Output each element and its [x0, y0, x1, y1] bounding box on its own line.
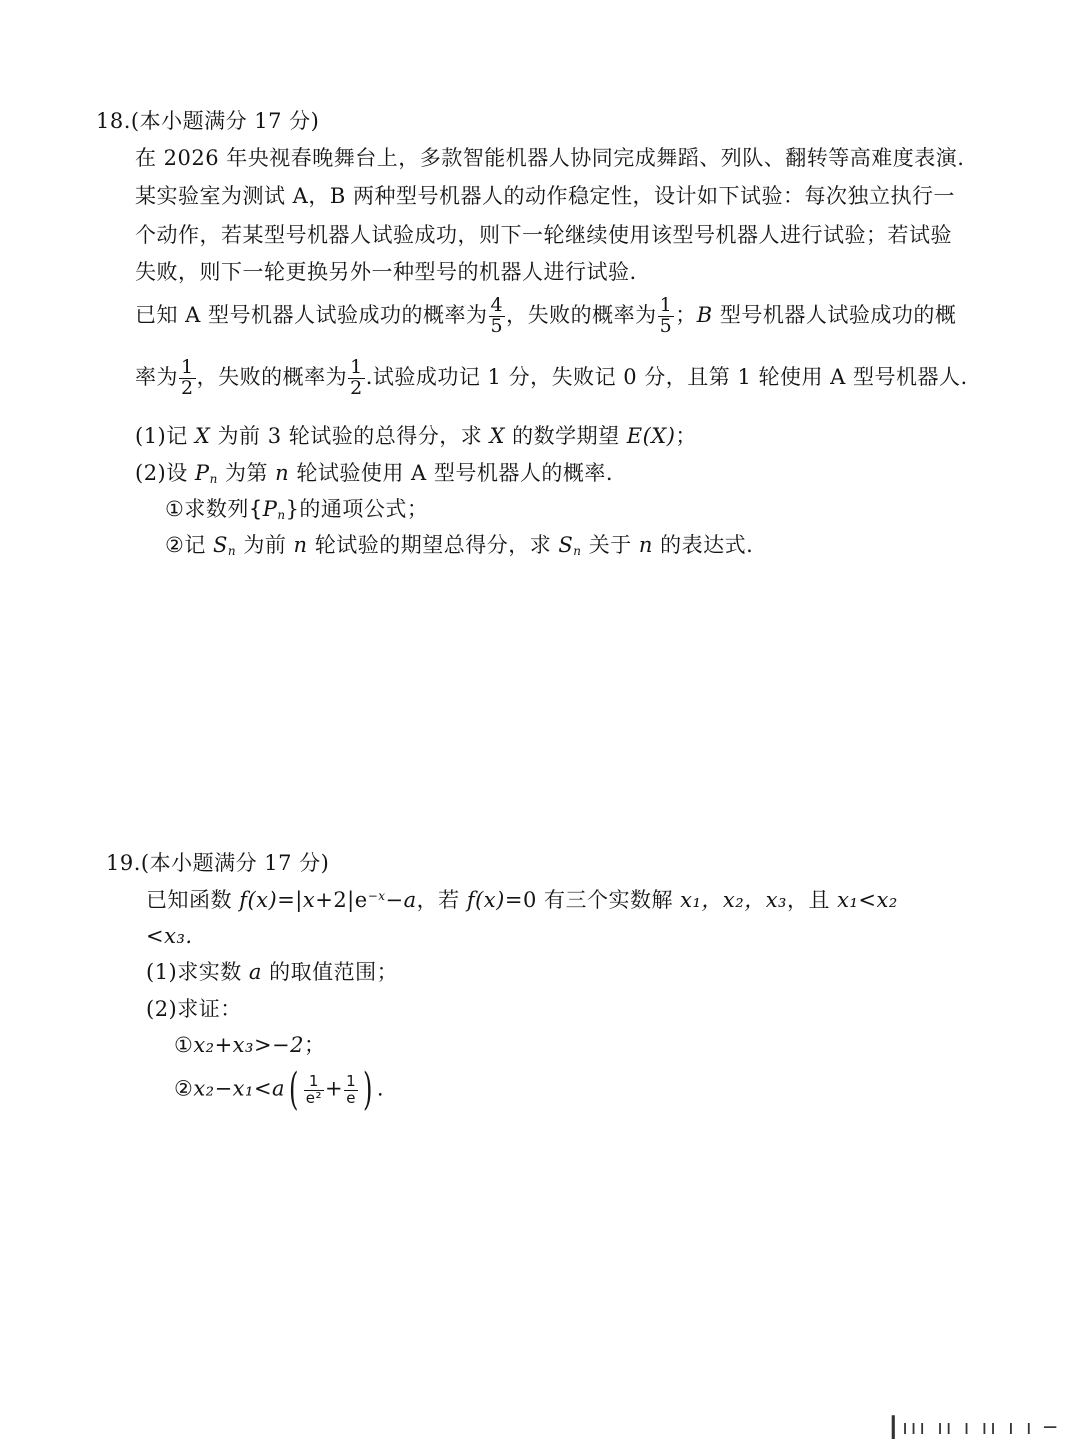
variable-P: P — [262, 497, 278, 521]
text: ，失败的概率为 — [196, 364, 348, 389]
variable-n: n — [293, 533, 308, 557]
text: ①求数列{ — [165, 497, 263, 521]
text: }的通项公式； — [285, 497, 429, 521]
numerator: 1 — [181, 356, 194, 378]
text: =| — [277, 888, 303, 912]
q19-paragraph-line-1 — [146, 890, 898, 911]
expression: x₂−x₁<a — [193, 1076, 286, 1101]
subscript-n: n — [573, 544, 582, 558]
variable-n: n — [638, 533, 653, 557]
variable-a: a — [403, 888, 417, 912]
q18-header: 18.(本小题满分 17 分) — [96, 109, 320, 133]
subscript-n: n — [277, 508, 286, 522]
variable-S: S — [558, 533, 574, 557]
q18-paragraph-line-2: 某实验室为测试 A，B 两种型号机器人的动作稳定性，设计如下试验：每次独立执行一 — [135, 184, 955, 208]
function-f: f(x) — [466, 888, 505, 912]
text: 的数学期望 — [504, 424, 627, 448]
q18-paragraph-line-3: 个动作，若某型号机器人试验成功，则下一轮继续使用该型号机器人进行试验；若试验 — [135, 223, 952, 247]
numerator: 1 — [346, 1071, 357, 1090]
text: 已知 A 型号机器人试验成功的概率为 — [135, 302, 488, 327]
text: 型号机器人试验成功的概 — [712, 302, 957, 327]
subscript-n: n — [209, 472, 218, 486]
q18-subquestion-2-part-1 — [165, 499, 428, 521]
variable-P: P — [194, 461, 210, 485]
right-paren: ) — [363, 1064, 373, 1115]
text: ，若 — [416, 888, 467, 912]
q19-subquestion-2-part-2 — [174, 1064, 385, 1115]
text: ① — [174, 1033, 194, 1057]
text: 关于 — [581, 533, 639, 557]
text: (1)求实数 — [146, 960, 249, 984]
q18-subquestion-2-part-2 — [165, 535, 753, 557]
text: 为前 3 轮试验的总得分，求 — [210, 424, 490, 448]
text: − — [385, 888, 404, 912]
q19-paragraph-line-2: <x₃. — [146, 924, 193, 948]
plus-sign: + — [325, 1076, 344, 1101]
denominator: 2 — [350, 376, 363, 399]
fraction-four-fifths — [489, 296, 506, 337]
denominator: e — [346, 1088, 356, 1107]
text: 已知函数 — [146, 888, 240, 912]
text: . — [376, 1076, 385, 1101]
function-f: f(x) — [239, 888, 278, 912]
text: ②记 — [165, 533, 214, 557]
variable-n: n — [275, 461, 290, 485]
text: .试验成功记 1 分，失败记 0 分，且第 1 轮使用 A 型号机器人. — [365, 364, 968, 389]
text: =0 有三个实数解 — [504, 888, 681, 912]
variable-B: B — [696, 302, 713, 327]
q18-probability-line-2 — [135, 358, 968, 399]
variable-S: S — [213, 533, 228, 557]
denominator: 5 — [659, 314, 673, 337]
text: ； — [304, 1033, 326, 1057]
subscript-n: n — [227, 544, 237, 558]
numerator: 4 — [490, 294, 504, 316]
fraction-one-over-e — [344, 1071, 358, 1107]
text: 轮试验使用 A 型号机器人的概率. — [289, 461, 614, 485]
text: 为第 — [217, 461, 276, 485]
exponent: −x — [367, 889, 386, 903]
fraction-one-half — [179, 358, 196, 399]
text: (1)记 — [135, 424, 195, 448]
expression: x₂+x₃>−2 — [193, 1033, 304, 1057]
q19-header: 19.(本小题满分 17 分) — [106, 851, 330, 875]
q19-subquestion-2-part-1 — [174, 1035, 326, 1056]
fraction-one-half — [348, 358, 365, 399]
left-paren: ( — [289, 1064, 299, 1115]
denominator: e² — [305, 1088, 322, 1107]
corner-watermark: ┃ııı ıı ı ıı ı ı ─ — [887, 1415, 1059, 1439]
q18-subquestion-1 — [135, 426, 697, 447]
q19-subquestion-1 — [146, 962, 398, 983]
denominator: 2 — [181, 376, 194, 399]
q19-subquestion-2: (2)求证： — [146, 997, 242, 1021]
text: ，失败的概率为 — [506, 302, 657, 327]
variable-a: a — [248, 960, 262, 984]
text: ，且 — [786, 888, 838, 912]
text: 的表达式. — [652, 533, 754, 557]
text: (2)设 — [135, 461, 195, 485]
text: 率为 — [135, 364, 178, 389]
numerator: 1 — [304, 1074, 324, 1091]
q18-paragraph-line-1: 在 2026 年央视春晚舞台上，多款智能机器人协同完成舞蹈、列队、翻转等高难度表演. — [135, 146, 965, 170]
text: ； — [675, 424, 697, 448]
q18-probability-line-1 — [135, 296, 956, 337]
text: ② — [174, 1076, 194, 1101]
fraction-one-fifth — [658, 296, 675, 337]
text: +2|e — [315, 888, 368, 912]
q18-subquestion-2 — [135, 463, 613, 485]
text: ； — [675, 302, 697, 327]
inequality: x₁<x₂ — [837, 888, 898, 912]
variable-X: X — [489, 424, 505, 448]
text: 轮试验的期望总得分，求 — [307, 533, 559, 557]
q18-paragraph-line-4: 失败，则下一轮更换另外一种型号的机器人进行试验. — [135, 260, 637, 284]
text: 的取值范围； — [261, 960, 399, 984]
numerator: 1 — [350, 356, 363, 378]
denominator: 5 — [490, 314, 504, 337]
expectation-EX: E(X) — [626, 424, 676, 448]
variable-X: X — [194, 424, 211, 448]
text: 为前 — [236, 533, 294, 557]
numerator: 1 — [659, 294, 673, 316]
fraction-one-over-e-squared — [304, 1071, 324, 1107]
roots: x₁，x₂，x₃ — [680, 888, 787, 912]
variable-x: x — [302, 888, 316, 912]
